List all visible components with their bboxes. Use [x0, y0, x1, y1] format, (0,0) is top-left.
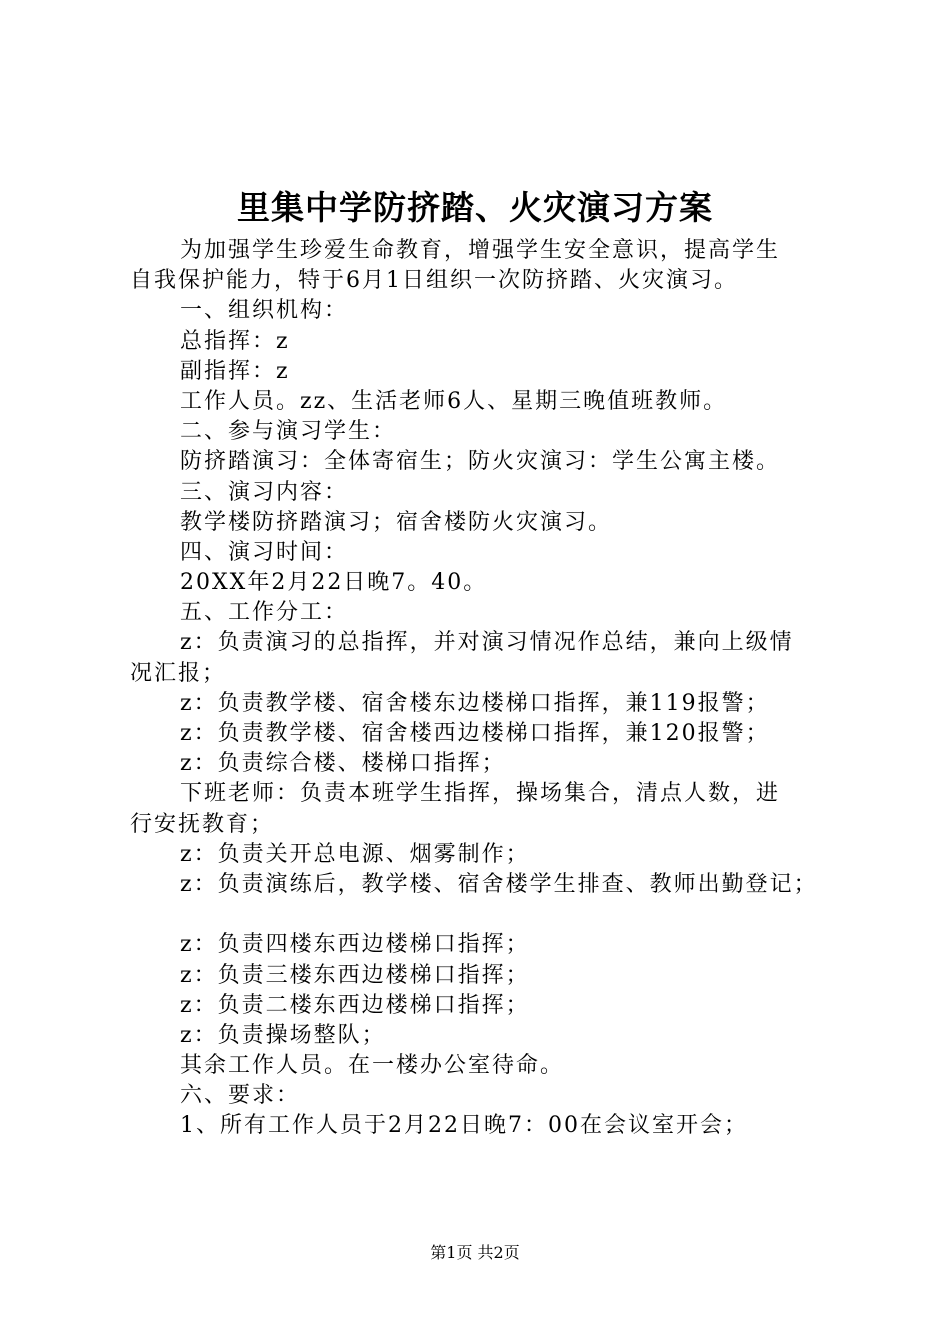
paragraph-line: 20XX年2月22日晚7。40。	[180, 570, 488, 596]
paragraph-line: 工作人员。zz、生活老师6人、星期三晚值班教师。	[180, 388, 728, 414]
paragraph-line: z：负责演练后，教学楼、宿舍楼学生排查、教师出勤登记；	[180, 871, 818, 897]
paragraph-line: 总指挥：z	[180, 328, 290, 354]
paragraph-line: 下班老师：负责本班学生指挥，操场集合，清点人数，进	[180, 781, 781, 807]
paragraph-line: 自我保护能力，特于6月1日组织一次防挤踏、火灾演习。	[130, 268, 738, 294]
paragraph-line: z：负责三楼东西边楼梯口指挥；	[180, 962, 530, 988]
paragraph-line: 1、所有工作人员于2月22日晚7：00在会议室开会；	[180, 1113, 748, 1139]
paragraph-line: z：负责关开总电源、烟雾制作；	[180, 841, 530, 867]
paragraph-line: 四、演习时间：	[180, 539, 349, 565]
paragraph-line: z：负责教学楼、宿舍楼东边楼梯口指挥，兼119报警；	[180, 690, 770, 716]
paragraph-line: 一、组织机构：	[180, 298, 349, 324]
paragraph-line: 教学楼防挤踏演习；宿舍楼防火灾演习。	[180, 509, 613, 535]
document-body	[130, 236, 850, 1142]
page-footer: 第1页 共2页	[430, 1243, 520, 1262]
paragraph-line: z：负责操场整队；	[180, 1022, 386, 1048]
paragraph-line: 二、参与演习学生：	[180, 419, 397, 445]
paragraph-line: z：负责二楼东西边楼梯口指挥；	[180, 992, 530, 1018]
paragraph-line: z：负责教学楼、宿舍楼西边楼梯口指挥，兼120报警；	[180, 721, 770, 746]
paragraph-line: z：负责综合楼、楼梯口指挥；	[180, 751, 506, 777]
paragraph-line: 其余工作人员。在一楼办公室待命。	[180, 1053, 565, 1079]
blank-line	[130, 900, 850, 930]
paragraph-line: 为加强学生珍爱生命教育，增强学生安全意识，提高学生	[180, 238, 781, 263]
paragraph-line: 五、工作分工：	[180, 600, 349, 626]
paragraph-line: 况汇报；	[130, 660, 227, 686]
document-title: 里集中学防挤踏、火灾演习方案	[237, 188, 713, 227]
paragraph-line: 三、演习内容：	[180, 479, 349, 505]
paragraph-line: 行安抚教育；	[130, 811, 275, 837]
paragraph-line: 防挤踏演习：全体寄宿生；防火灾演习：学生公寓主楼。	[180, 449, 781, 475]
paragraph-line: 副指挥：z	[180, 358, 290, 384]
paragraph-line: z：负责演习的总指挥，并对演习情况作总结，兼向上级情	[180, 630, 794, 656]
paragraph-line: 六、要求：	[180, 1083, 301, 1109]
paragraph-line: z：负责四楼东西边楼梯口指挥；	[180, 932, 530, 958]
